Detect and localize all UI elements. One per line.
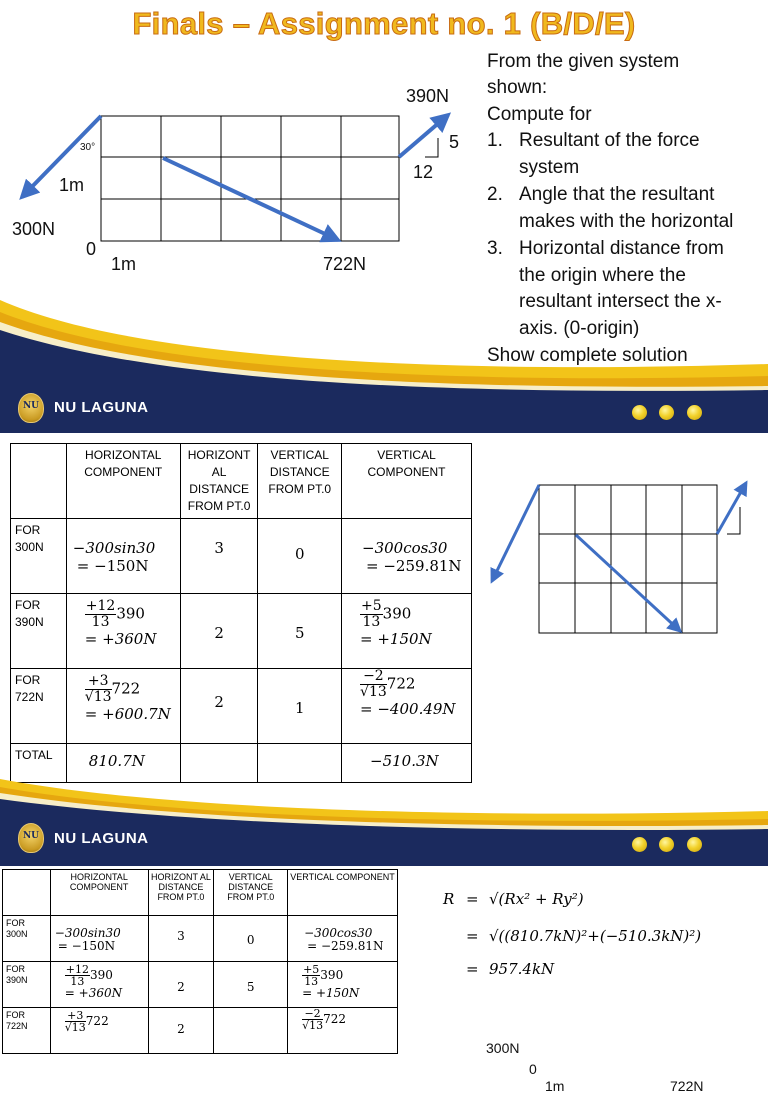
equals-sign: = bbox=[466, 890, 479, 908]
fraction-denominator: √13 bbox=[84, 689, 112, 705]
formula-result: = +360N bbox=[84, 630, 157, 648]
formula-result: = −150N bbox=[76, 557, 149, 575]
prompt-show-solution: Show complete solution bbox=[487, 345, 688, 366]
formula-line: −300cos30 bbox=[362, 539, 448, 557]
formula-result: = +600.7N bbox=[84, 705, 171, 723]
table-total-row bbox=[11, 744, 472, 783]
table-row bbox=[3, 1008, 398, 1054]
empty-cell bbox=[180, 744, 258, 783]
spacing-vertical-label: 1m bbox=[59, 175, 85, 195]
cell-horizontal-component bbox=[66, 669, 180, 744]
cell-horizontal-component: $\frac{+3}{√13}$ 722 bbox=[50, 1008, 148, 1054]
cell-vertical-distance: 0 bbox=[258, 519, 342, 594]
footer-swoosh bbox=[0, 779, 768, 866]
item-1-line-b: system bbox=[519, 157, 580, 178]
fraction-multiplier: 390 bbox=[116, 604, 145, 623]
cell-horizontal-component: $\frac{+12}{13}$ 390 = +360N bbox=[50, 962, 148, 1008]
spacing-horizontal-label: 1m bbox=[111, 254, 137, 274]
cell-horizontal-component bbox=[66, 594, 180, 669]
row-label: FOR 300N bbox=[3, 916, 51, 962]
slide-3 bbox=[0, 866, 768, 1036]
nav-dot-icon bbox=[659, 837, 674, 852]
row-label: FOR 722N bbox=[3, 1008, 51, 1054]
table-header-row bbox=[11, 444, 472, 519]
slide-1 bbox=[0, 0, 768, 433]
empty-cell bbox=[214, 1008, 288, 1054]
item-3-line-a: Horizontal distance from bbox=[519, 238, 724, 259]
cell-horizontal-component bbox=[66, 519, 180, 594]
header-horizontal-component: HORIZONTAL COMPONENT bbox=[50, 870, 148, 916]
components-table bbox=[2, 869, 398, 1054]
slope-run-label: 12 bbox=[413, 162, 434, 182]
nu-logo-icon: NU bbox=[18, 393, 44, 423]
header-vertical-component: VERTICAL COMPONENT bbox=[342, 444, 472, 519]
table-row bbox=[3, 916, 398, 962]
row-label: FOR 390N bbox=[11, 594, 67, 669]
fraction-numerator: +5 bbox=[361, 598, 382, 614]
fraction-multiplier: 722 bbox=[111, 679, 141, 698]
equation-lhs: R bbox=[443, 890, 455, 908]
formula-result: = +150N bbox=[360, 630, 432, 648]
table-corner-cell bbox=[11, 444, 67, 519]
table-row bbox=[11, 669, 472, 744]
cell-vertical-component bbox=[342, 594, 472, 669]
item-1-number: 1. bbox=[487, 130, 503, 151]
formula-line: −300sin30 bbox=[72, 539, 156, 557]
item-2-line-a: Angle that the resultant bbox=[519, 184, 715, 205]
slide-title: Finals – Assignment no. 1 (B/D/E) bbox=[132, 6, 636, 41]
equation-3-rhs: 957.4kN bbox=[489, 960, 555, 978]
origin-label: 0 bbox=[86, 239, 97, 259]
force-390-arrow bbox=[399, 115, 448, 157]
row-label: FOR 300N bbox=[11, 519, 67, 594]
formula-result: = −259.81N bbox=[366, 557, 462, 575]
cell-vertical-distance: 5 bbox=[214, 962, 288, 1008]
equation-2-rhs: √((810.7kN)²+(−510.3kN)²) bbox=[489, 927, 702, 945]
components-table bbox=[10, 443, 472, 783]
nav-dot-icon bbox=[687, 837, 702, 852]
header-horizontal-component: HORIZONTAL COMPONENT bbox=[66, 444, 180, 519]
cell-horizontal-distance: 2 bbox=[148, 1008, 214, 1054]
item-3-line-d: axis. (0-origin) bbox=[519, 318, 640, 339]
spacing-horizontal-label: 1m bbox=[545, 1078, 565, 1094]
item-3-line-b: the origin where the bbox=[519, 265, 686, 286]
fraction-denominator: √13 bbox=[360, 684, 387, 700]
fraction-denominator: 13 bbox=[91, 614, 110, 630]
cell-vertical-distance: 1 bbox=[258, 669, 342, 744]
fraction-multiplier: 722 bbox=[386, 674, 416, 693]
cell-horizontal-distance: 3 bbox=[148, 916, 214, 962]
row-label: TOTAL bbox=[11, 744, 67, 783]
prompt-intro-2: shown: bbox=[487, 77, 548, 98]
nav-dot-icon bbox=[659, 405, 674, 420]
total-vertical: −510.3N bbox=[342, 744, 472, 783]
cell-vertical-distance: 5 bbox=[258, 594, 342, 669]
origin-label: 0 bbox=[529, 1061, 537, 1077]
cell-horizontal-distance: 2 bbox=[180, 669, 258, 744]
cell-vertical-component bbox=[342, 519, 472, 594]
force-diagram-small bbox=[480, 443, 770, 683]
header-horizontal-distance: HORIZONT AL DISTANCE FROM PT.0 bbox=[148, 870, 214, 916]
cell-vertical-component bbox=[342, 669, 472, 744]
nav-dot-icon bbox=[632, 405, 647, 420]
nav-dot-icon bbox=[632, 837, 647, 852]
force-300-label: 300N bbox=[12, 219, 56, 239]
equals-sign: = bbox=[466, 927, 479, 945]
header-vertical-distance: VERTICAL DISTANCE FROM PT.0 bbox=[214, 870, 288, 916]
force-722-label: 722N bbox=[323, 254, 367, 274]
item-2-number: 2. bbox=[487, 184, 503, 205]
slope-triangle bbox=[425, 138, 438, 157]
equals-sign: = bbox=[466, 960, 479, 978]
angle-label: 30° bbox=[80, 142, 96, 153]
cell-horizontal-distance: 2 bbox=[148, 962, 214, 1008]
cell-horizontal-distance: 2 bbox=[180, 594, 258, 669]
row-label: FOR 390N bbox=[3, 962, 51, 1008]
fraction-numerator: −2 bbox=[360, 669, 387, 685]
item-1-line-a: Resultant of the force bbox=[519, 130, 700, 151]
equation-1-rhs: √(Rx² + Ry²) bbox=[489, 890, 584, 908]
force-722-label: 722N bbox=[670, 1078, 704, 1094]
table-corner-cell bbox=[3, 870, 51, 916]
fraction-multiplier: 390 bbox=[382, 604, 412, 623]
table-row bbox=[11, 519, 472, 594]
nav-dot-icon bbox=[687, 405, 702, 420]
row-label: FOR 722N bbox=[11, 669, 67, 744]
table-row bbox=[3, 962, 398, 1008]
item-3-number: 3. bbox=[487, 238, 503, 259]
fraction-numerator: +12 bbox=[85, 598, 116, 614]
cell-vertical-component: $\frac{+5}{13}$ 390 = +150N bbox=[288, 962, 398, 1008]
header-vertical-distance: VERTICAL DISTANCE FROM PT.0 bbox=[258, 444, 342, 519]
force-300-label: 300N bbox=[486, 1040, 520, 1056]
table-header-row bbox=[3, 870, 398, 916]
nu-logo-icon: NU bbox=[18, 823, 44, 853]
header-horizontal-distance: HORIZONT AL DISTANCE FROM PT.0 bbox=[180, 444, 258, 519]
cell-vertical-component: $\frac{-2}{√13}$ 722 bbox=[288, 1008, 398, 1054]
cell-vertical-component: −300cos30 = −259.81N bbox=[288, 916, 398, 962]
fraction-numerator: +3 bbox=[85, 674, 112, 690]
total-horizontal: 810.7N bbox=[66, 744, 180, 783]
slope-rise-label: 5 bbox=[449, 132, 460, 152]
header-vertical-component: VERTICAL COMPONENT bbox=[288, 870, 398, 916]
force-390-label: 390N bbox=[406, 86, 450, 106]
item-3-line-c: resultant intersect the x- bbox=[519, 291, 722, 312]
cell-vertical-distance: 0 bbox=[214, 916, 288, 962]
cell-horizontal-distance: 3 bbox=[180, 519, 258, 594]
prompt-intro-1: From the given system bbox=[487, 51, 680, 72]
prompt-compute: Compute for bbox=[487, 104, 592, 125]
item-2-line-b: makes with the horizontal bbox=[519, 211, 734, 232]
grid bbox=[101, 116, 399, 241]
cell-horizontal-component: −300sin30 = −150N bbox=[50, 916, 148, 962]
table-row bbox=[11, 594, 472, 669]
formula-result: = −400.49N bbox=[360, 700, 456, 718]
empty-cell bbox=[258, 744, 342, 783]
fraction-denominator: 13 bbox=[362, 614, 381, 630]
footer-brand: NU LAGUNA bbox=[54, 830, 149, 847]
footer-brand: NU LAGUNA bbox=[54, 399, 149, 416]
